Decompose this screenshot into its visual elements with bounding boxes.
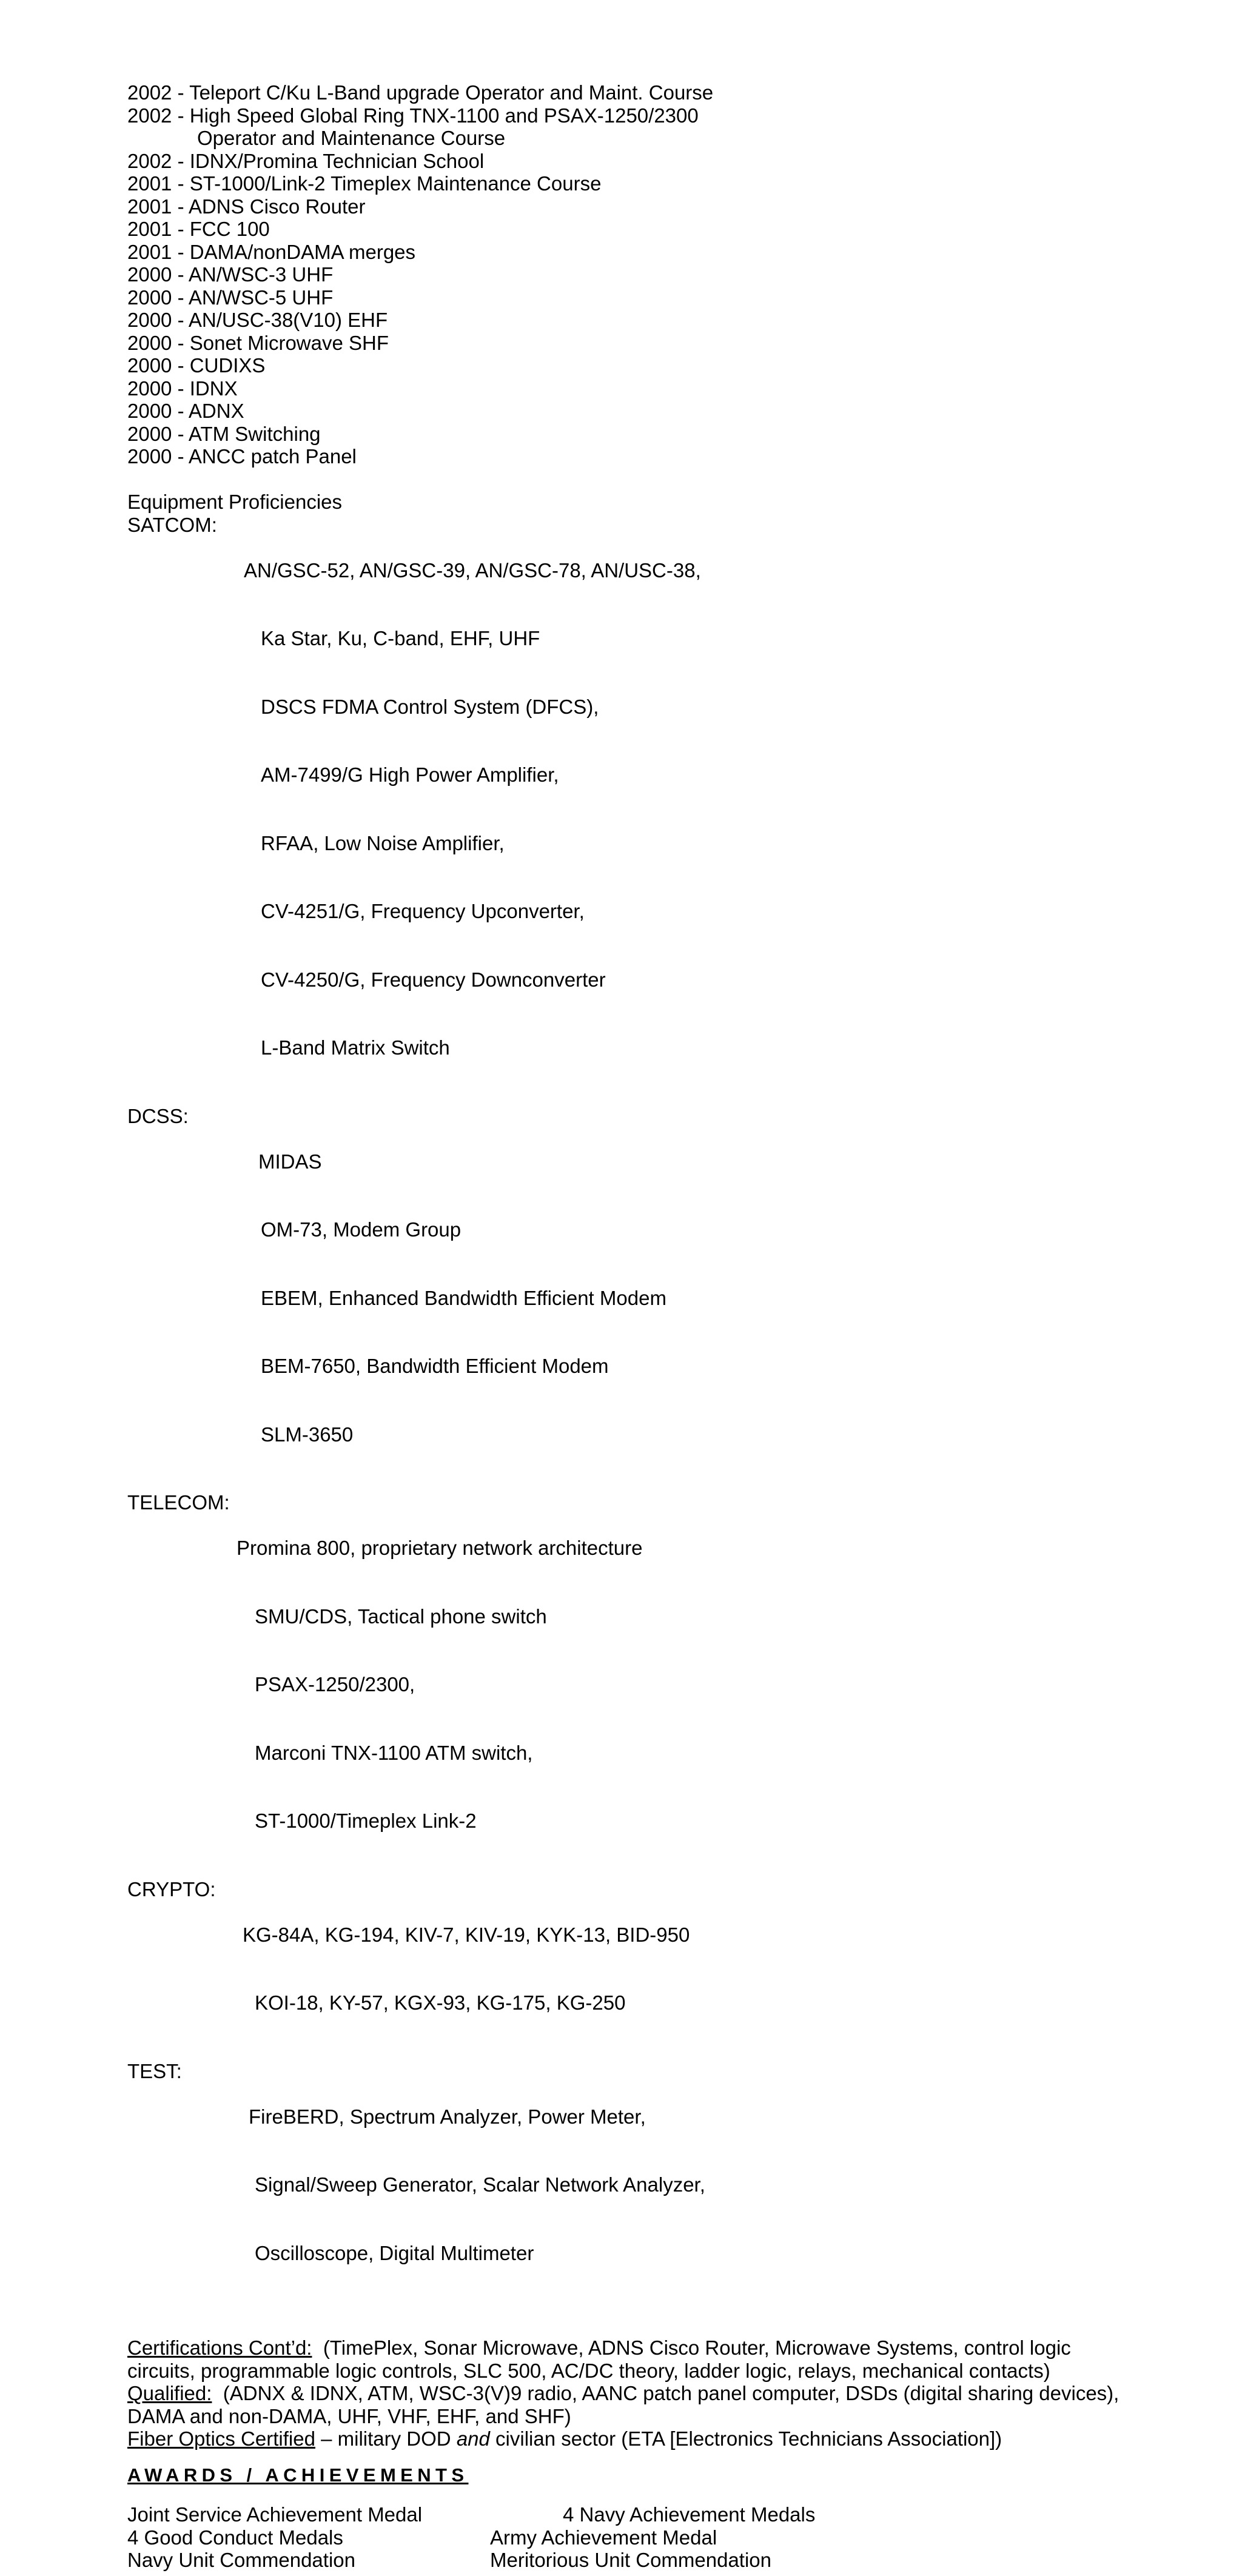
equipment-item: PSAX-1250/2300, [255, 1673, 415, 1696]
equipment-category-crypto [127, 1878, 1122, 2060]
equipment-item: SMU/CDS, Tactical phone switch [255, 1605, 547, 1628]
course-item: 2000 - AN/WSC-3 UHF [127, 263, 334, 286]
equipment-item: MIDAS [258, 1150, 322, 1173]
equipment-item: AN/GSC-52, AN/GSC-39, AN/GSC-78, AN/USC-38, [244, 558, 701, 582]
spacer [127, 2310, 1122, 2336]
course-item: 2000 - ADNX [127, 400, 244, 422]
equipment-category-items [249, 2060, 705, 2310]
equipment-item: ST-1000/Timeplex Link-2 [255, 1810, 477, 1832]
award-item: 4 Navy Achievement Medals [563, 2503, 816, 2526]
award-item: Meritorious Unit Commendation [490, 2549, 772, 2571]
equipment-category-items [258, 1105, 666, 1492]
course-item: 2002 - IDNX/Promina Technician School [127, 149, 485, 172]
equipment-item: FireBERD, Spectrum Analyzer, Power Meter, [249, 2105, 646, 2128]
equipment-item: Ka Star, Ku, C-band, EHF, UHF [261, 627, 540, 649]
awards-list [127, 2503, 1122, 2576]
fiber-optics [127, 2427, 1122, 2450]
certifications-contd-text: (TimePlex, Sonar Microwave, ADNS Cisco Router, Microwave Systems, control logic circuits, programmable logic controls, SLC 500, AC/DC theory, ladder logic, relays, mechanical contacts) [127, 2336, 1071, 2382]
equipment-category-items [244, 514, 701, 1105]
equipment-category-telecom [127, 1491, 1122, 1878]
award-item: Navy Unit Commendation [127, 2549, 355, 2571]
equipment-category-test [127, 2060, 1122, 2310]
equipment-item: Promina 800, proprietary network architecture [237, 1537, 643, 1559]
course-item: 2000 - Sonet Microwave SHF [127, 331, 389, 354]
equipment-category-label: SATCOM: [127, 513, 217, 536]
award-item: 4 Good Conduct Medals [127, 2526, 343, 2549]
equipment-item: Signal/Sweep Generator, Scalar Network Analyzer, [255, 2173, 705, 2196]
course-item: 2002 - High Speed Global Ring TNX-1100 and PSAX-1250/2300 [127, 104, 699, 127]
equipment-item: EBEM, Enhanced Bandwidth Efficient Modem [261, 1286, 666, 1309]
course-item: 2001 - ADNS Cisco Router [127, 195, 366, 218]
course-item: 2002 - Teleport C/Ku L-Band upgrade Operator and Maint. Course [127, 81, 714, 104]
qualified-label: Qualified: [127, 2382, 212, 2404]
fiber-optics-italic: and [456, 2427, 490, 2450]
equipment-heading: Equipment Proficiencies [127, 491, 343, 513]
course-item-continuation: Operator and Maintenance Course [197, 127, 506, 149]
award-item: Joint Service Achievement Medal [127, 2503, 423, 2526]
equipment-category-satcom [127, 514, 1122, 1105]
equipment-item: KG-84A, KG-194, KIV-7, KIV-19, KYK-13, BID-950 [243, 1923, 690, 1946]
equipment-item: SLM-3650 [261, 1423, 354, 1446]
equipment-category-dcss [127, 1105, 1122, 1492]
course-item: 2000 - AN/WSC-5 UHF [127, 286, 334, 309]
equipment-item: CV-4251/G, Frequency Upconverter, [261, 900, 585, 922]
equipment-item: BEM-7650, Bandwidth Efficient Modem [261, 1355, 609, 1377]
equipment-category-items [243, 1878, 690, 2060]
equipment-item: Marconi TNX-1100 ATM switch, [255, 1741, 533, 1764]
course-item: 2000 - ATM Switching [127, 422, 321, 445]
qualified [127, 2382, 1122, 2427]
qualified-text: (ADNX & IDNX, ATM, WSC-3(V)9 radio, AANC patch panel computer, DSDs (digital sharing devices), DAMA and non-DAMA, UHF, VHF, EHF, and SHF) [127, 2382, 1119, 2427]
course-item: 2000 - AN/USC-38(V10) EHF [127, 309, 388, 331]
equipment-category-label: CRYPTO: [127, 1877, 216, 1900]
fiber-optics-text-2: civilian sector (ETA [Electronics Technicians Association]) [495, 2427, 1002, 2450]
equipment-item: DSCS FDMA Control System (DFCS), [261, 695, 599, 718]
resume-page [127, 81, 1122, 2576]
fiber-optics-label: Fiber Optics Certified [127, 2427, 315, 2450]
course-item: 2000 - CUDIXS [127, 354, 266, 377]
certifications-contd [127, 2336, 1122, 2382]
equipment-category-label: TEST: [127, 2059, 182, 2082]
fiber-optics-text: – military DOD [321, 2427, 451, 2450]
equipment-category-label: TELECOM: [127, 1491, 230, 1514]
equipment-item: RFAA, Low Noise Amplifier, [261, 831, 505, 854]
equipment-item: AM-7499/G High Power Amplifier, [261, 763, 559, 786]
course-item: 2000 - IDNX [127, 377, 238, 400]
equipment-item: KOI-18, KY-57, KGX-93, KG-175, KG-250 [255, 1991, 626, 2014]
course-item: 2001 - ST-1000/Link-2 Timeplex Maintenance Course [127, 172, 602, 195]
certifications-contd-label: Certifications Cont’d: [127, 2336, 312, 2359]
equipment-category-label: DCSS: [127, 1104, 189, 1127]
course-item: 2001 - FCC 100 [127, 218, 270, 240]
award-item: Army Achievement Medal [490, 2526, 717, 2549]
course-item: 2001 - DAMA/nonDAMA merges [127, 240, 416, 263]
certifications-section [127, 2336, 1122, 2450]
equipment-item: CV-4250/G, Frequency Downconverter [261, 968, 606, 991]
equipment-item: OM-73, Modem Group [261, 1218, 462, 1241]
equipment-item: L-Band Matrix Switch [261, 1036, 450, 1059]
course-item: 2000 - ANCC patch Panel [127, 445, 357, 468]
equipment-item: Oscilloscope, Digital Multimeter [255, 2241, 534, 2264]
awards-heading: AWARDS / ACHIEVEMENTS [127, 2464, 469, 2486]
spacer [127, 468, 1122, 491]
equipment-category-items [237, 1491, 642, 1878]
course-list [127, 81, 1122, 468]
